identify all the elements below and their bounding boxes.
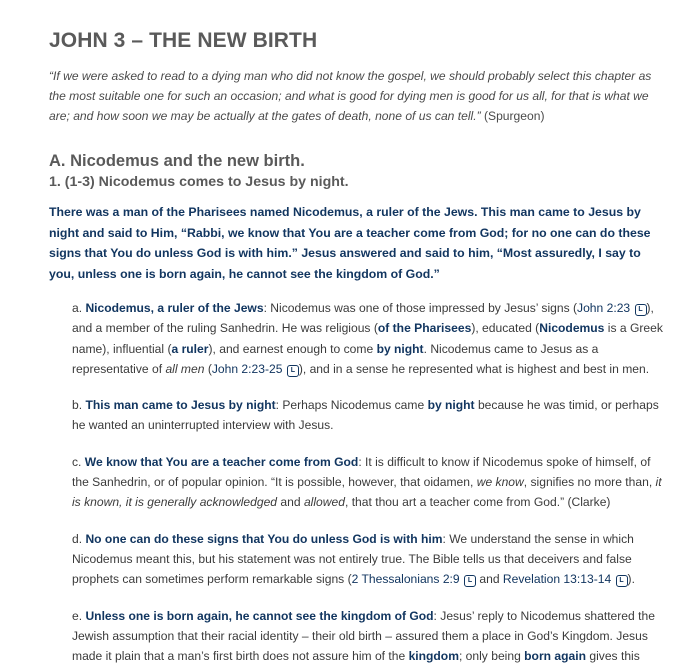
- note-emphasis: Nicodemus: [539, 321, 605, 336]
- bible-link-icon[interactable]: L: [616, 575, 628, 587]
- note-text: is a Greek name), influential (: [72, 321, 663, 356]
- note-label: c.: [72, 454, 85, 469]
- note-a: [72, 298, 669, 379]
- subsection-heading: 1. (1-3) Nicodemus comes to Jesus by night.: [49, 174, 349, 190]
- note-emphasis: kingdom: [408, 649, 459, 664]
- link-text: John 2:23-25: [211, 361, 283, 376]
- note-text: and: [277, 495, 304, 510]
- note-text: ), and earnest enough to come: [208, 341, 377, 356]
- link-text: 2 Thessalonians 2:9: [351, 572, 460, 587]
- note-italic: we know: [476, 475, 524, 490]
- link-text: Revelation 13:13-14: [502, 572, 612, 587]
- note-c: [72, 452, 669, 513]
- bible-link-icon[interactable]: L: [287, 365, 299, 377]
- scripture-link-john-2-23-25[interactable]: [212, 362, 299, 376]
- quote-source: (Spurgeon): [480, 109, 545, 123]
- page-title: JOHN 3 – THE NEW BIRTH: [49, 29, 318, 52]
- note-heading: This man came to Jesus by night: [85, 398, 276, 413]
- note-text: : Perhaps Nicodemus came: [275, 398, 428, 413]
- note-text: ).: [627, 572, 635, 587]
- note-d: [72, 529, 669, 590]
- note-label: b.: [72, 398, 86, 413]
- commentary-notes: [72, 298, 669, 666]
- note-text: : It is difficult to know if Nicodemus spoke of himself, of the Sanhedrin, or of popular opinion. “It is possible, however, that oidamen,: [72, 454, 651, 490]
- intro-quote: [49, 66, 669, 126]
- note-emphasis: by night: [376, 341, 424, 356]
- note-emphasis: by night: [427, 398, 475, 413]
- note-emphasis: a ruler: [171, 341, 209, 356]
- note-label: a.: [72, 301, 86, 315]
- scripture-link-2-thessalonians-2-9[interactable]: [352, 572, 476, 586]
- note-heading: We know that You are a teacher come from God: [84, 454, 359, 469]
- note-text: ; only being: [458, 649, 525, 664]
- scripture-passage: There was a man of the Pharisees named Nicodemus, a ruler of the Jews. This man came to Jesus by night and said to Him, “Rabbi, we know that You are a teacher come from God; for no one can do these signs that You do unless God is with him.” Jesus answered and said to him, “Most assuredly, I say to you, unless one is born again, he cannot see the kingdom of God.”: [49, 205, 651, 281]
- note-text: ), and in a sense he represented what is highest and best in men.: [298, 361, 650, 376]
- note-e: [72, 606, 669, 666]
- note-text: . Nicodemus came to Jesus as a representative of: [72, 341, 599, 376]
- bible-link-icon[interactable]: L: [635, 304, 647, 316]
- note-text: : Jesus’ reply to Nicodemus shattered the Jewish assumption that their racial identity – their old birth – assured them a place in God’s Kingdom. Jesus made it plain that a man’s first birth does not assure him of the: [72, 608, 655, 664]
- note-text: , that thou art a teacher come from God.” (Clarke): [344, 495, 611, 510]
- note-heading: Unless one is born again, he cannot see the kingdom of God: [85, 608, 434, 623]
- note-label: d.: [72, 531, 86, 546]
- note-italic: it is known, it is generally acknowledged: [72, 475, 662, 510]
- note-emphasis: of the Pharisees: [377, 321, 472, 336]
- note-text: ), and a member of the ruling Sanhedrin. He was religious (: [72, 301, 654, 336]
- note-text: and: [476, 572, 503, 587]
- quote-text: “If we were asked to read to a dying man who did not know the gospel, we should probably select this chapter as the most suitable one for such an occasion; and what is good for dying men is good for us all, for that is what we are; and how soon we may be actually at the gates of death, none of us can tell.”: [49, 69, 652, 123]
- note-emphasis: born again: [524, 649, 586, 664]
- note-text: : Nicodemus was one of those impressed by Jesus’ signs (: [263, 301, 578, 315]
- scripture-link-revelation-13-13-14[interactable]: [503, 572, 628, 586]
- note-text: gives this: [586, 649, 640, 664]
- note-label: e.: [72, 608, 86, 623]
- note-text: , signifies no more than,: [523, 475, 656, 490]
- bible-link-icon[interactable]: L: [464, 575, 476, 587]
- note-heading: No one can do these signs that You do unless God is with him: [85, 531, 443, 546]
- note-b: [72, 395, 669, 436]
- note-text: ), educated (: [471, 321, 540, 336]
- note-italic: allowed: [303, 495, 345, 510]
- section-heading: A. Nicodemus and the new birth.: [49, 152, 305, 170]
- note-text: : We understand the sense in which Nicodemus meant this, but his statement was not entirely true. The Bible tells us that deceivers and false prophets can sometimes perform remarkable signs (: [72, 531, 634, 587]
- scripture-link-john-2-23[interactable]: [577, 301, 647, 315]
- note-text: because he was timid, or perhaps he wanted an uninterrupted interview with Jesus.: [72, 398, 659, 433]
- note-italic: all men: [165, 361, 205, 376]
- note-text: (: [204, 361, 212, 376]
- link-text: John 2:23: [577, 301, 631, 315]
- note-heading: Nicodemus, a ruler of the Jews: [85, 301, 264, 315]
